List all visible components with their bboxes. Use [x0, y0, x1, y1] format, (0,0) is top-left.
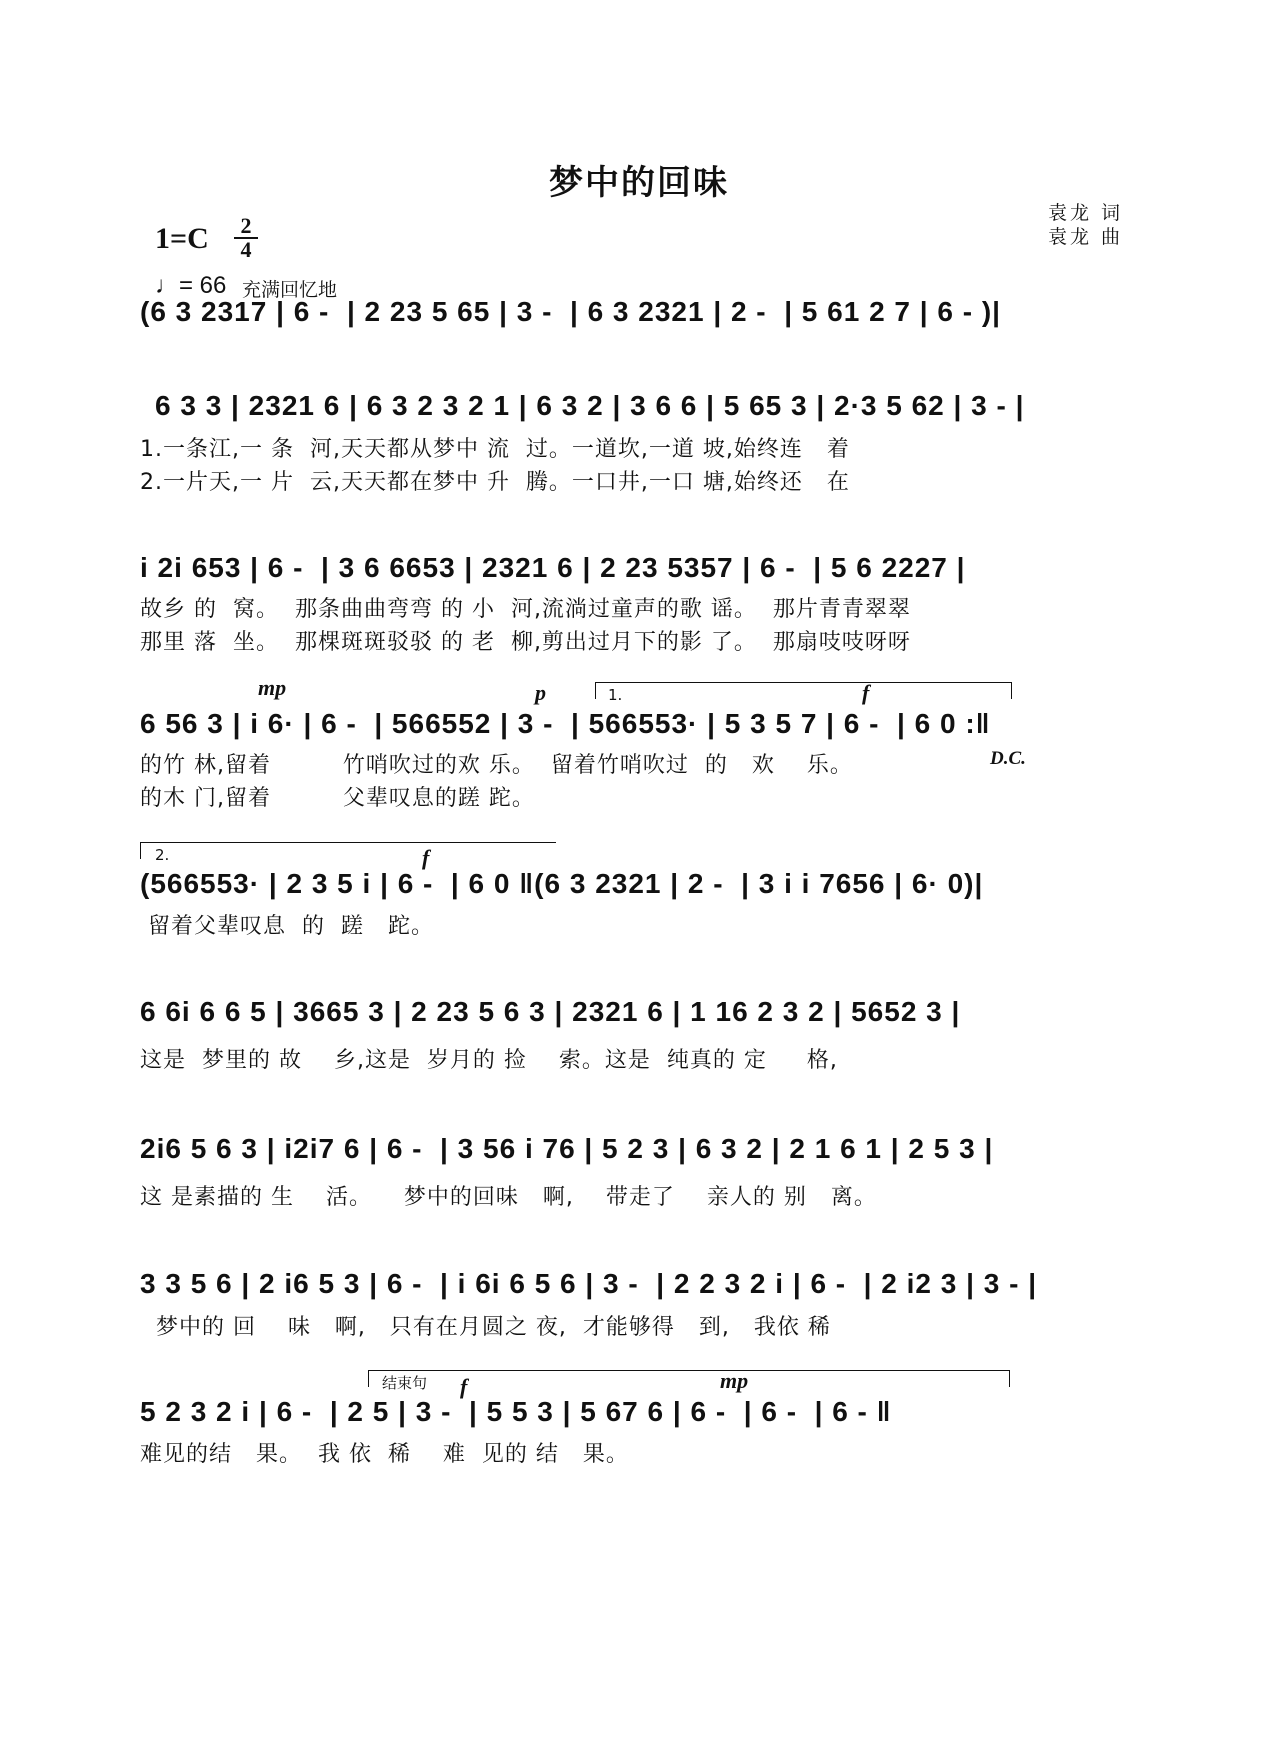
lyric-verse-1: 这 是素描的 生 活。 梦中的回味 啊, 带走了 亲人的 别 离。: [140, 1185, 877, 1210]
key-signature: 1=C: [155, 222, 209, 255]
lyric-verse-2: 2.一片天,一 片 云,天天都在梦中 升 腾。一口井,一口 塘,始终还 在: [140, 470, 850, 495]
dynamic-f: f: [862, 680, 870, 705]
lyric-verse-1: 的竹 林,留着 竹哨吹过的欢 乐。 留着竹哨吹过 的 欢 乐。: [140, 753, 853, 778]
lyric-verse-1: 故乡 的 窝。 那条曲曲弯弯 的 小 河,流淌过童声的歌 谣。 那片青青翠翠: [140, 597, 911, 622]
lyric-verse-1: 1.一条江,一 条 河,天天都从梦中 流 过。一道坎,一道 坡,始终连 着: [140, 437, 850, 462]
lyric-verse-1: 难见的结 果。 我 依 稀 难 见的 结 果。: [140, 1442, 629, 1467]
composer-credit: 袁龙 曲: [1047, 226, 1123, 248]
lyricist-credit: 袁龙 词: [1047, 202, 1123, 224]
volta-label-1: 1.: [608, 686, 623, 704]
dynamic-p: p: [535, 680, 546, 705]
lyric-verse-2: 那里 落 坐。 那棵斑斑驳驳 的 老 柳,剪出过月下的影 了。 那扇吱吱呀呀: [140, 630, 911, 655]
notation-line: 6 6i 6 6 5 | 3665 3 | 2 23 5 6 3 | 2321 6 | 1 16 2 3 2 | 5652 3 |: [140, 996, 961, 1027]
da-capo-marking: D.C.: [990, 748, 1026, 769]
dynamic-f: f: [422, 845, 430, 870]
notation-line: 3 3 5 6 | 2 i6 5 3 | 6 - | i 6i 6 5 6 | 3 - | 2 2 3 2 i | 6 - | 2 i2 3 | 3 - |: [140, 1268, 1038, 1299]
notation-line: 6 56 3 | i 6· | 6 - | 566552 | 3 - | 566553· | 5 3 5 7 | 6 - | 6 0 :‖: [140, 708, 991, 739]
time-signature: [232, 213, 260, 262]
expression-marking: 充满回忆地: [242, 279, 338, 301]
volta-bracket-1: [595, 682, 1012, 699]
page-title: 梦中的回味: [549, 163, 729, 203]
dynamic-mp: mp: [258, 675, 287, 700]
lyric-verse-1: 梦中的 回 味 啊, 只有在月圆之 夜, 才能够得 到, 我依 稀: [140, 1315, 831, 1340]
dynamic-f: f: [460, 1374, 468, 1399]
volta-label-2: 2.: [155, 846, 170, 864]
time-denominator: 4: [240, 237, 252, 262]
lyric-verse-1: 留着父辈叹息 的 蹉 跎。: [140, 914, 434, 939]
dynamic-mp: mp: [720, 1368, 749, 1393]
lyric-verse-1: 这是 梦里的 故 乡,这是 岁月的 捡 索。这是 纯真的 定 格,: [140, 1048, 838, 1073]
notation-line: (566553· | 2 3 5 i | 6 - | 6 0 ‖(6 3 2321 | 2 - | 3 i i 7656 | 6· 0)|: [140, 868, 984, 899]
notation-line: 5 2 3 2 i | 6 - | 2 5 | 3 - | 5 5 3 | 5 67 6 | 6 - | 6 - | 6 - ‖: [140, 1396, 892, 1427]
ending-label: 结束句: [382, 1374, 428, 1392]
lyric-verse-2: 的木 门,留着 父辈叹息的蹉 跎。: [140, 786, 535, 811]
notation-line-intro: (6 3 2317 | 6 - | 2 23 5 65 | 3 - | 6 3 2321 | 2 - | 5 61 2 7 | 6 - )|: [140, 296, 1002, 327]
notation-line: 6 3 3 | 2321 6 | 6 3 2 3 2 1 | 6 3 2 | 3 6 6 | 5 65 3 | 2·3 5 62 | 3 - |: [155, 390, 1025, 421]
notation-line: i 2i 653 | 6 - | 3 6 6653 | 2321 6 | 2 23 5357 | 6 - | 5 6 2227 |: [140, 552, 966, 583]
volta-bracket-2: [140, 842, 556, 859]
time-numerator: 2: [240, 213, 252, 238]
notation-line: 2i6 5 6 3 | i2i7 6 | 6 - | 3 56 i 76 | 5 2 3 | 6 3 2 | 2 1 6 1 | 2 5 3 |: [140, 1133, 994, 1164]
quarter-note-icon: ♩: [155, 272, 179, 299]
tempo-value: = 66: [179, 272, 227, 299]
